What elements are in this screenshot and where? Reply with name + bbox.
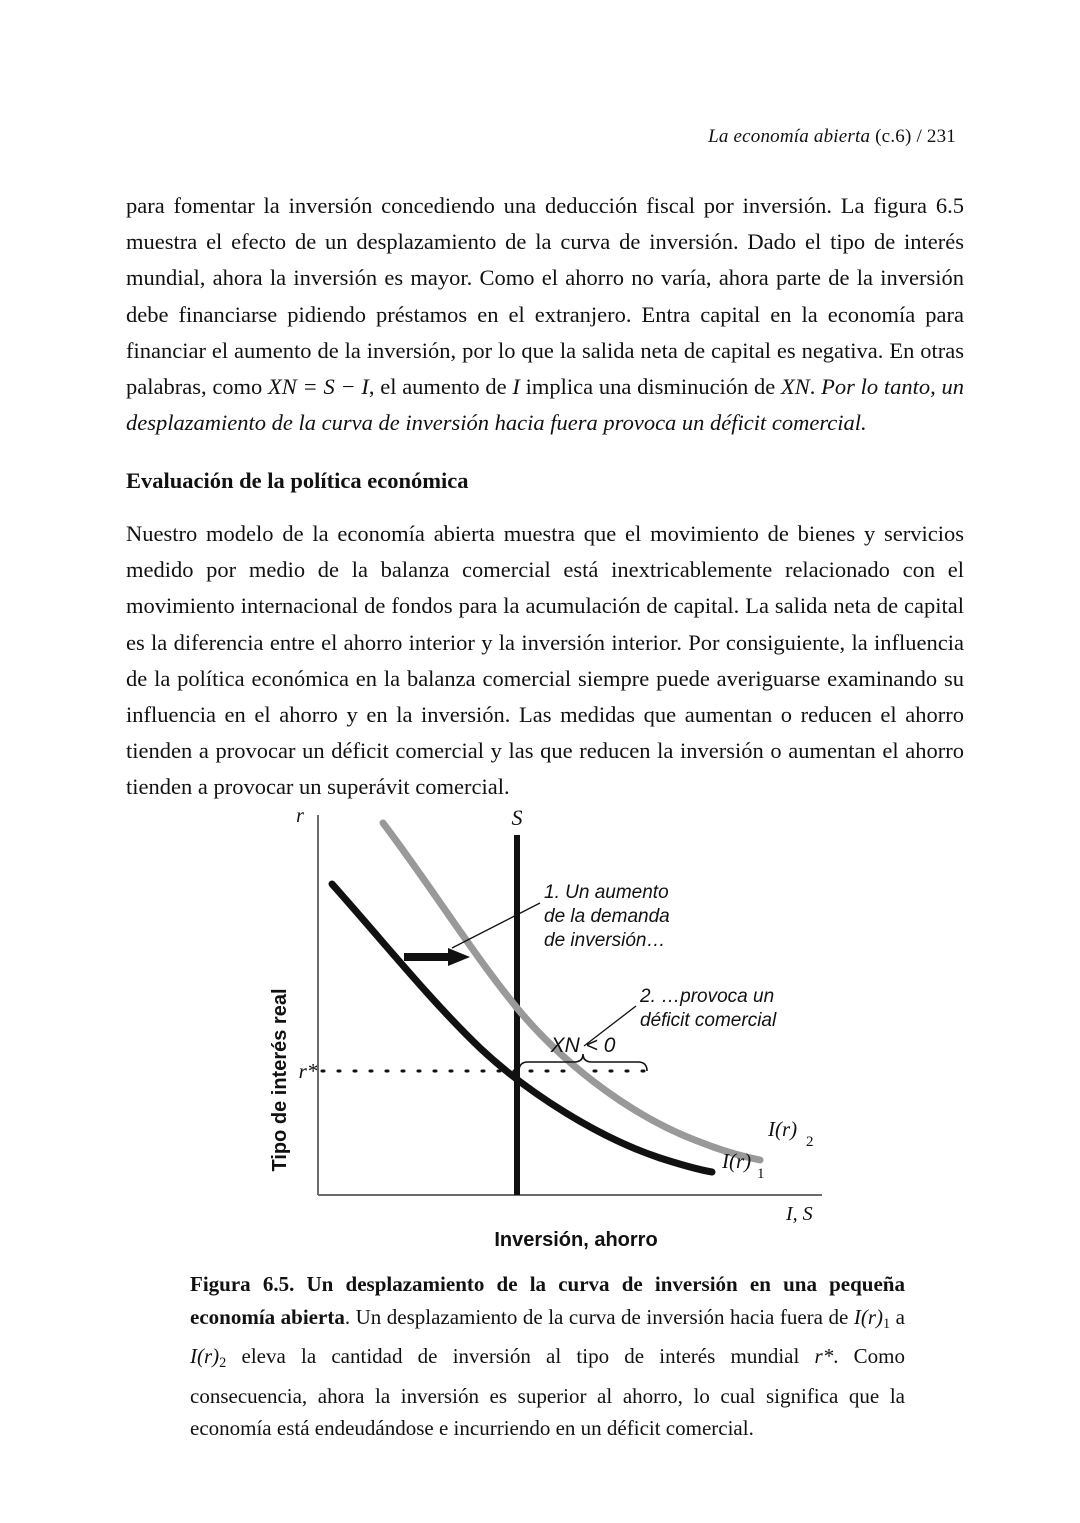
paragraph-1 xyxy=(126,188,964,441)
y-axis-symbol: r xyxy=(296,805,304,827)
running-head-title: La economía abierta xyxy=(708,126,871,147)
caption-text-c: eleva la cantidad de inversión al tipo de interés mundial xyxy=(226,1344,815,1369)
section-heading-block xyxy=(126,466,964,496)
svg-text:1: 1 xyxy=(757,1166,765,1182)
p1-text-d: . xyxy=(809,374,822,400)
caption-text-a: . Un desplazamiento de la curva de inversión hacia fuera de xyxy=(344,1304,854,1329)
caption-curve-2: I(r) xyxy=(190,1344,220,1369)
caption-curve-1-sub: 1 xyxy=(883,1315,891,1332)
x-axis-symbol: I, S xyxy=(786,1203,813,1225)
shift-arrow-icon xyxy=(404,948,470,966)
caption-curve-1: I(r) xyxy=(853,1304,884,1329)
p1-math-i: I xyxy=(512,374,520,400)
caption-label: Figura 6.5. Un desplazamiento de la curva de inversión en una pequeña economía abierta xyxy=(190,1272,905,1329)
saving-curve-label: S xyxy=(511,805,523,830)
page-number: 231 xyxy=(926,126,956,147)
svg-text:I(r): I(r) xyxy=(768,1117,798,1141)
svg-text:de la demanda: de la demanda xyxy=(544,906,670,927)
svg-text:I(r): I(r) xyxy=(722,1149,752,1173)
investment-curve-1-label xyxy=(721,1149,765,1182)
p1-math-xn: XN xyxy=(781,374,810,400)
p1-text-c: implica una disminución de xyxy=(519,374,782,400)
running-head-chapter: (c.6) xyxy=(875,126,912,147)
running-head-separator: / xyxy=(916,126,922,147)
r-star-label: r* xyxy=(298,1059,318,1083)
running-head xyxy=(708,126,956,148)
svg-text:2: 2 xyxy=(806,1134,814,1150)
section-heading: Evaluación de la política económica xyxy=(126,468,469,493)
annotation-note-2 xyxy=(639,986,777,1031)
figure-caption xyxy=(190,1268,905,1445)
caption-curve-2-sub: 2 xyxy=(219,1355,227,1372)
x-axis-label: Inversión, ahorro xyxy=(494,1229,658,1251)
figure-6-5 xyxy=(0,790,1080,1270)
p1-math-xn-eq: XN = S − I xyxy=(268,374,369,400)
paragraph-2: Nuestro modelo de la economía abierta muestra que el movimiento de bienes y servicios medido por medio de la balanza comercial está inextricablemente relacionado con el movimiento internacional de fondos para la acumulación de capital. La salida neta de capital es la diferencia entre el ahorro interior y la inversión interior. Por consiguiente, la influencia de la política económica en la balanza comercial siempre puede averiguarse examinando su influencia en el ahorro y en la inversión. Las medidas que aumentan o reducen el ahorro tienden a provocar un déficit comercial y las que reducen la inversión o aumentan el ahorro tienden a provocar un superávit comercial. xyxy=(126,521,964,800)
caption-text-b: a xyxy=(890,1304,905,1329)
svg-text:1. Un aumento: 1. Un aumento xyxy=(544,882,669,903)
xn-gap-label: XN < 0 xyxy=(550,1034,616,1057)
paragraph-block-1 xyxy=(126,188,964,441)
note-1-leader-line xyxy=(452,903,540,948)
annotation-note-1 xyxy=(544,882,670,951)
p1-text-a: para fomentar la inversión concediendo una deducción fiscal por inversión. La figura 6.5 muestra el efecto de un desplazamiento de la curva de inversión. Dado el tipo de interés mundial, ahora la inversión es mayor. Como el ahorro no varía, ahora parte de la inversión debe financiarse pidiendo préstamos en el extranjero. Entra capital en la economía para financiar el aumento de la inversión, por lo que la salida neta de capital es negativa. En otras palabras, como xyxy=(126,193,964,400)
y-axis-label: Tipo de interés real xyxy=(269,988,291,1172)
p1-text-b: , el aumento de xyxy=(368,374,513,400)
caption-text-d: . Como consecuencia, ahora la inversión es superior al ahorro, lo cual significa que la economía está endeudándose e incurriendo en un déficit comercial. xyxy=(190,1344,905,1441)
caption-r-star: r* xyxy=(814,1344,834,1369)
svg-text:de inversión…: de inversión… xyxy=(544,930,666,951)
investment-curve-2-label xyxy=(767,1117,814,1150)
svg-text:déficit comercial: déficit comercial xyxy=(640,1010,777,1031)
svg-text:2. …provoca un: 2. …provoca un xyxy=(640,986,775,1007)
p1-italic-conclusion: Por lo tanto, un desplazamiento de la curva de inversión hacia fuera provoca un déficit comercial. xyxy=(126,374,965,436)
paragraph-block-2 xyxy=(126,516,964,806)
